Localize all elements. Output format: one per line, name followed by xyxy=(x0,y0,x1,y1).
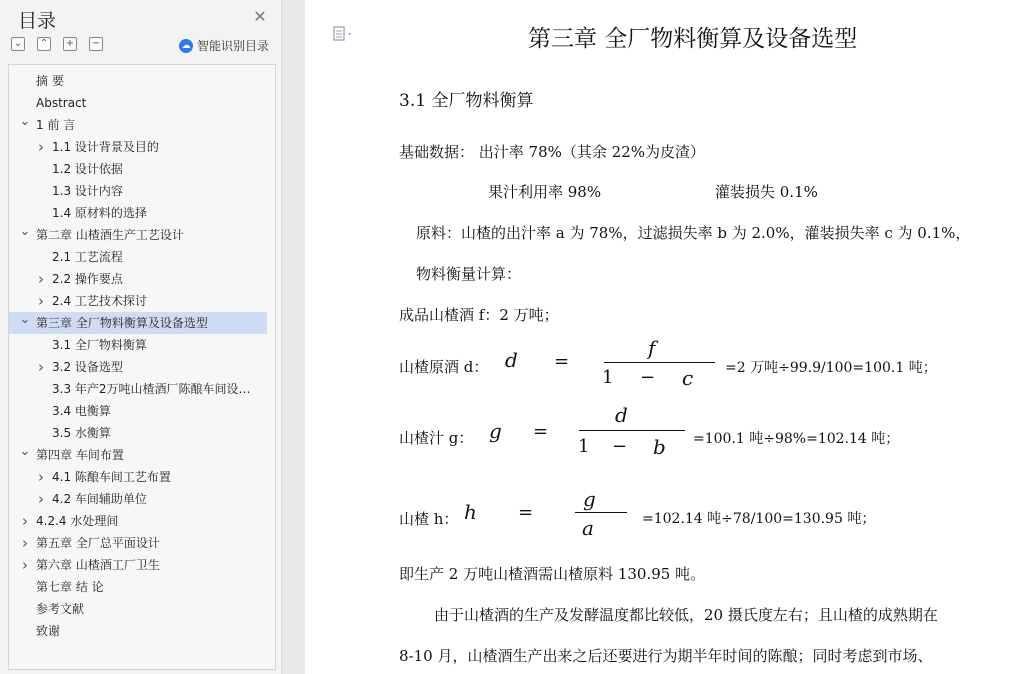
toc-item[interactable] xyxy=(9,620,267,642)
chevron-right-icon[interactable]: › xyxy=(38,490,44,508)
toc-item-label: 2.2 操作要点 xyxy=(52,272,123,286)
document-options-icon[interactable] xyxy=(333,26,347,42)
toc-item[interactable] xyxy=(9,136,267,158)
toc-item[interactable] xyxy=(9,158,267,180)
toc-item[interactable] xyxy=(9,598,267,620)
toc-item-label: 第六章 山楂酒工厂卫生 xyxy=(36,558,160,572)
ai-detect-toc-button[interactable] xyxy=(179,37,269,54)
eq3-label: 山楂 h： xyxy=(399,510,459,528)
eq1-numerator: f xyxy=(648,336,656,360)
toc-item[interactable] xyxy=(9,114,267,136)
chevron-right-icon[interactable]: › xyxy=(38,292,44,310)
toc-item-label: 摘 要 xyxy=(36,74,64,88)
toc-item[interactable] xyxy=(9,510,267,532)
toc-item[interactable] xyxy=(9,400,267,422)
remove-heading-icon[interactable]: − xyxy=(89,37,103,51)
calc-heading: 物料衡量计算： xyxy=(416,265,522,283)
toc-item[interactable] xyxy=(9,334,267,356)
toc-list xyxy=(8,64,276,670)
eq3-lhs: h xyxy=(464,500,477,524)
toc-item-label: Abstract xyxy=(36,96,87,110)
toc-item-label: 4.2.4 水处理间 xyxy=(36,514,119,528)
toc-item[interactable] xyxy=(9,202,267,224)
eq2-equals: = xyxy=(533,421,549,442)
toc-item-label: 第二章 山楂酒生产工艺设计 xyxy=(36,228,184,242)
base-data-line: 基础数据： 出汁率 78%（其余 22%为皮渣） xyxy=(399,143,705,161)
eq1-den-var: c xyxy=(682,366,694,390)
eq3-denominator: a xyxy=(582,516,594,540)
chevron-down-icon[interactable]: ⌄ xyxy=(19,114,31,129)
toc-item[interactable] xyxy=(9,554,267,576)
toc-item[interactable] xyxy=(9,312,267,334)
eq3-numerator: g xyxy=(583,487,596,511)
toc-item-label: 第三章 全厂物料衡算及设备选型 xyxy=(36,316,208,330)
collapse-all-icon[interactable]: ⌄ xyxy=(11,37,25,51)
toc-item[interactable] xyxy=(9,532,267,554)
toc-item-label: 1.1 设计背景及目的 xyxy=(52,140,159,154)
eq3-fraction-bar xyxy=(575,512,627,513)
eq2-numerator: d xyxy=(615,403,628,427)
toc-item-label: 2.4 工艺技术探讨 xyxy=(52,294,147,308)
toc-item-label: 2.1 工艺流程 xyxy=(52,250,123,264)
paragraph-line-2: 8-10 月，山楂酒生产出来之后还要进行为期半年时间的陈酿；同时考虑到市场、 xyxy=(399,647,933,665)
eq3-result: =102.14 吨÷78/100=130.95 吨； xyxy=(642,511,876,527)
eq2-lhs: g xyxy=(489,419,502,443)
toc-sidebar xyxy=(0,0,282,674)
toc-item[interactable] xyxy=(9,444,267,466)
eq2-label: 山楂汁 g： xyxy=(399,429,474,447)
toc-item-label: 参考文献 xyxy=(36,602,85,616)
chapter-title: 第三章 全厂物料衡算及设备选型 xyxy=(528,26,858,52)
juice-usage: 果汁利用率 98% xyxy=(488,183,602,201)
eq2-minus: − xyxy=(612,436,628,457)
toc-item-label: 致谢 xyxy=(36,624,61,638)
toc-item-label: 1.4 原材料的选择 xyxy=(52,206,147,220)
toc-item[interactable] xyxy=(9,466,267,488)
toc-item-label: 3.2 设备选型 xyxy=(52,360,123,374)
toc-item-label: 3.1 全厂物料衡算 xyxy=(52,338,147,352)
ai-detect-label: 智能识别目录 xyxy=(197,39,270,53)
eq3-equals: = xyxy=(518,502,534,523)
toc-item[interactable] xyxy=(9,246,267,268)
raw-material-line: 原料：山楂的出汁率 a 为 78%，过滤损失率 b 为 2.0%，灌装损失率 c 为 0.1%， xyxy=(416,224,971,242)
eq1-lhs: d xyxy=(505,348,518,372)
document-page xyxy=(305,0,1014,674)
ai-cloud-icon: ☁ xyxy=(179,39,193,53)
eq2-den-one: 1 xyxy=(578,436,590,457)
chevron-right-icon[interactable]: › xyxy=(22,534,28,552)
chevron-right-icon[interactable]: › xyxy=(22,556,28,574)
toc-item-label: 3.3 年产2万吨山楂酒厂陈酿车间设… xyxy=(52,382,251,396)
filling-loss: 灌装损失 0.1% xyxy=(715,183,818,201)
chevron-down-icon[interactable]: ⌄ xyxy=(19,224,31,239)
toc-item[interactable] xyxy=(9,224,267,246)
toc-item[interactable] xyxy=(9,576,267,598)
add-heading-icon[interactable]: + xyxy=(63,37,77,51)
toc-item[interactable] xyxy=(9,92,267,114)
toc-item-label: 3.5 水衡算 xyxy=(52,426,111,440)
toc-toolbar xyxy=(11,37,103,53)
eq2-fraction-bar xyxy=(579,430,685,431)
eq1-den-one: 1 xyxy=(602,367,614,388)
toc-item-label: 1.3 设计内容 xyxy=(52,184,123,198)
eq1-label: 山楂原酒 d： xyxy=(399,358,489,376)
eq2-den-var: b xyxy=(653,435,666,459)
toc-item[interactable] xyxy=(9,422,267,444)
toc-item[interactable] xyxy=(9,356,267,378)
eq1-fraction-bar xyxy=(604,362,715,363)
chevron-right-icon[interactable]: › xyxy=(38,270,44,288)
section-title: 3.1 全厂物料衡算 xyxy=(399,91,534,111)
toc-item[interactable] xyxy=(9,70,267,92)
eq2-result: =100.1 吨÷98%=102.14 吨； xyxy=(693,431,900,447)
close-icon[interactable]: ✕ xyxy=(253,7,267,26)
chevron-right-icon[interactable]: › xyxy=(38,358,44,376)
chevron-right-icon[interactable]: › xyxy=(38,138,44,156)
chevron-down-icon[interactable]: ⌄ xyxy=(19,444,31,459)
toc-item-label: 3.4 电衡算 xyxy=(52,404,111,418)
toc-item-label: 第五章 全厂总平面设计 xyxy=(36,536,160,550)
toc-item-label: 4.2 车间辅助单位 xyxy=(52,492,147,506)
eq1-result: =2 万吨÷99.9/100=100.1 吨； xyxy=(725,360,937,376)
toc-item[interactable] xyxy=(9,488,267,510)
toc-item-label: 1 前 言 xyxy=(36,118,76,132)
chevron-right-icon[interactable]: › xyxy=(22,512,28,530)
toc-title: 目录 xyxy=(18,10,57,32)
toc-item[interactable] xyxy=(9,378,267,400)
toc-item[interactable] xyxy=(9,180,267,202)
toc-item-label: 4.1 陈酿车间工艺布置 xyxy=(52,470,171,484)
product-line: 成品山楂酒 f：2 万吨； xyxy=(399,306,559,324)
toc-item[interactable] xyxy=(9,290,267,312)
toc-item-label: 1.2 设计依据 xyxy=(52,162,123,176)
expand-up-icon[interactable]: ⌃ xyxy=(37,37,51,51)
chevron-down-icon[interactable]: ⌄ xyxy=(19,312,31,327)
summary-line: 即生产 2 万吨山楂酒需山楂原料 130.95 吨。 xyxy=(399,565,706,583)
toc-item[interactable] xyxy=(9,268,267,290)
toc-item-label: 第七章 结 论 xyxy=(36,580,104,594)
chevron-right-icon[interactable]: › xyxy=(38,468,44,486)
toc-item-label: 第四章 车间布置 xyxy=(36,448,124,462)
eq1-equals: = xyxy=(554,351,570,372)
paragraph-line-1: 由于山楂酒的生产及发酵温度都比较低，20 摄氏度左右；且山楂的成熟期在 xyxy=(434,606,938,624)
eq1-minus: − xyxy=(640,367,656,388)
